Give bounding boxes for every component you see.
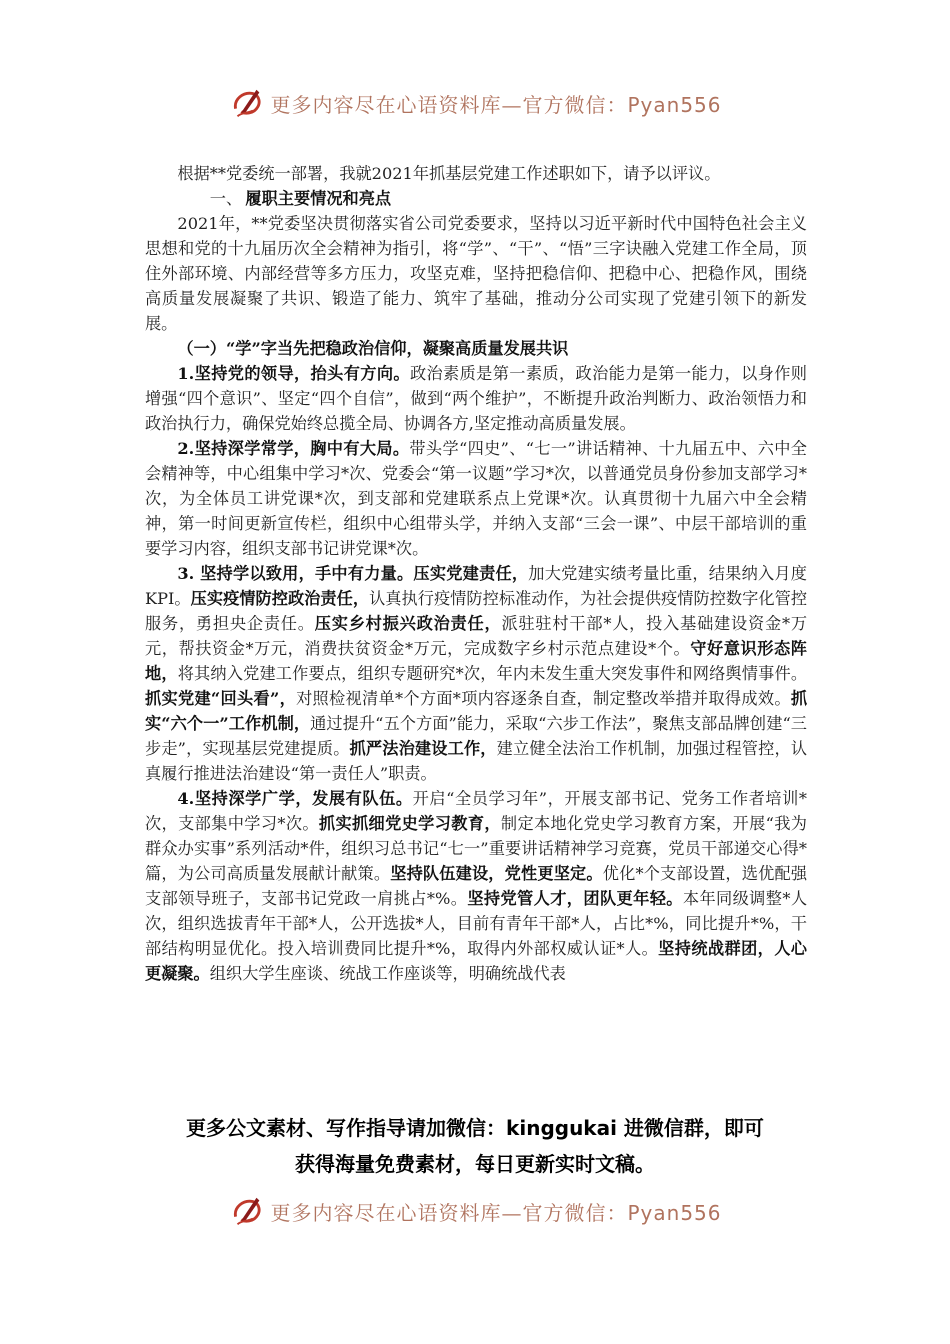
header-watermark xyxy=(0,84,950,122)
item-2-paragraph: 2.坚持深学常学，胸中有大局。带头学“四史”、“七一”讲话精神、十九届五中、六中全会精神等，中心组集中学习*次、党委会“第一议题”学习*次，以普通党员身份参加支部学习*次，为全体员工讲党课*次，到支部和党建联系点上党课*次。认真贯彻十九届六中全会精神，第一时间更新宣传栏，组织中心组带头学，并纳入支部“三会一课”、中层干部培训的重要学习内容，组织支部书记讲党课*次。 xyxy=(145,439,807,558)
document-body xyxy=(145,161,807,986)
overview-paragraph: 2021年，**党委坚决贯彻落实省公司党委要求，坚持以习近平新时代中国特色社会主义思想和党的十九届历次全会精神为指引，将“学”、“干”、“悟”三字诀融入党建工作全局，顶住外部环境、内部经营等多方压力，攻坚克难，坚持把稳信仰、把稳中心、把稳作风，围绕高质量发展凝聚了共识、锻造了能力、筑牢了基础，推动分公司实现了党建引领下的新发展。 xyxy=(145,214,807,333)
item-4-paragraph: 4.坚持深学广学，发展有队伍。开启“全员学习年”，开展支部书记、党务工作者培训*次，支部集中学习*次。抓实抓细党史学习教育，制定本地化党史学习教育方案，开展“我为群众办实事”系列活动*件，组织习总书记“七一”重要讲话精神学习竞赛，党员干部递交心得*篇，为公司高质量发展献计献策。坚持队伍建设，党性更坚定。优化*个支部设置，选优配强支部领导班子，支部书记党政一肩挑占*%。坚持党管人才，团队更年轻。本年同级调整*人次，组织选拔青年干部*人，公开选拔*人，目前有青年干部*人，占比*%，同比提升*%，干部结构明显优化。投入培训费同比提升*%，取得内外部权威认证*人。坚持统战群团，人心更凝聚。组织大学生座谈、统战工作座谈等，明确统战代表 xyxy=(145,789,808,983)
watermark-text: 更多内容尽在心语资料库—官方微信：Pyan556 xyxy=(270,1200,722,1225)
promo-text xyxy=(0,1110,950,1182)
section-heading-1: 一、 履职主要情况和亮点 xyxy=(209,189,392,208)
subsection-heading: （一）“学”字当先把稳政治信仰，凝聚高质量发展共识 xyxy=(177,339,569,358)
watermark-text: 更多内容尽在心语资料库—官方微信：Pyan556 xyxy=(270,92,722,117)
promo-line-1: 更多公文素材、写作指导请加微信：kinggukai 进微信群，即可 xyxy=(186,1116,764,1140)
pen-logo-icon xyxy=(228,84,266,122)
footer-watermark xyxy=(0,1192,950,1230)
intro-paragraph: 根据**党委统一部署，我就2021年抓基层党建工作述职如下，请予以评议。 xyxy=(177,164,721,183)
item-3-paragraph: 3. 坚持学以致用，手中有力量。压实党建责任，加大党建实绩考量比重，结果纳入月度KPI。压实疫情防控政治责任，认真执行疫情防控标准动作，为社会提供疫情防控数字化管控服务，勇担央企责任。压实乡村振兴政治责任，派驻驻村干部*人，投入基础建设资金*万元，帮扶资金*万元，消费扶贫资金*万元，完成数字乡村示范点建设*个。守好意识形态阵地，将其纳入党建工作要点，组织专题研究*次，年内未发生重大突发事件和网络舆情事件。抓实党建“回头看”，对照检视清单*个方面*项内容逐条自查，制定整改举措并取得成效。抓实“六个一”工作机制，通过提升“五个方面”能力，采取“六步工作法”，聚焦支部品牌创建“三步走”，实现基层党建提质。抓严法治建设工作，建立健全法治工作机制，加强过程管控，认真履行推进法治建设“第一责任人”职责。 xyxy=(145,564,808,783)
pen-logo-icon xyxy=(228,1192,266,1230)
promo-line-2: 获得海量免费素材，每日更新实时文稿。 xyxy=(295,1152,655,1176)
item-1-paragraph: 1.坚持党的领导，抬头有方向。政治素质是第一素质，政治能力是第一能力，以身作则增强“四个意识”、坚定“四个自信”，做到“两个维护”，不断提升政治判断力、政治领悟力和政治执行力，确保党始终总揽全局、协调各方,坚定推动高质量发展。 xyxy=(145,364,807,433)
